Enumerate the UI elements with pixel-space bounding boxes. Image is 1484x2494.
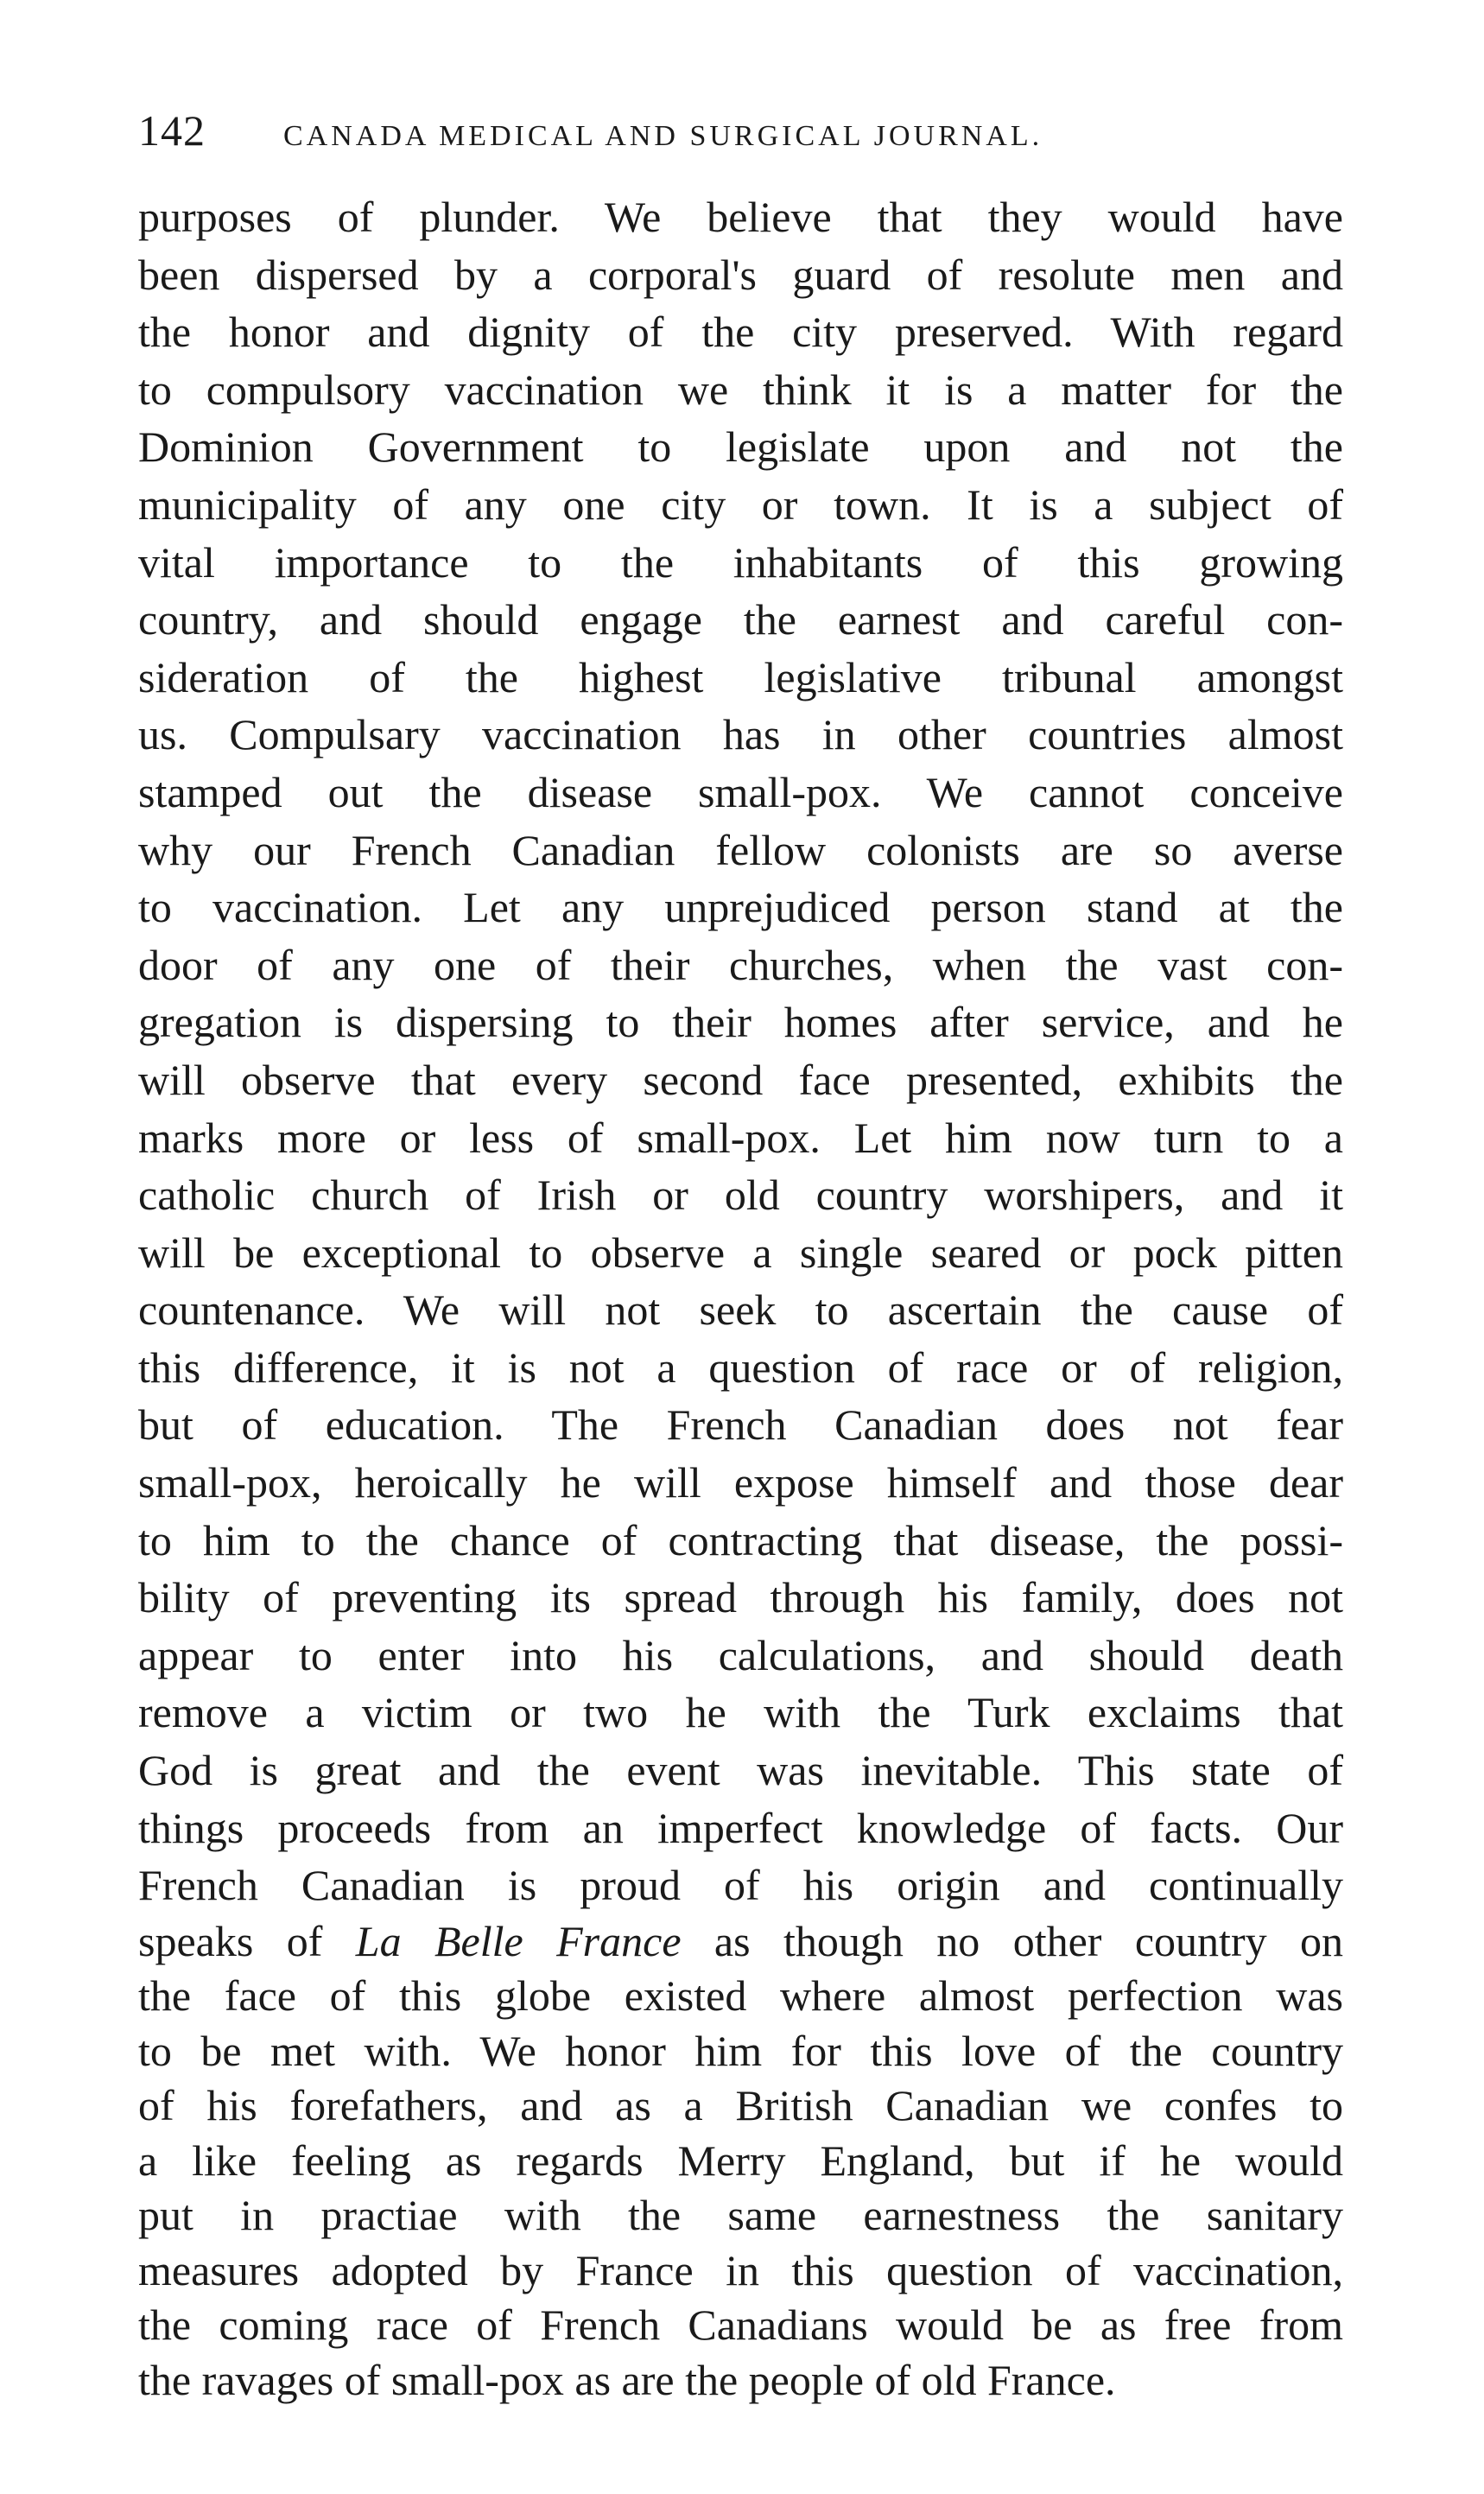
text-line: country, and should engage the earnest and careful con-	[138, 595, 1343, 644]
text-line: the coming race of French Canadians would be as free from	[138, 2300, 1343, 2350]
text-line: French Canadian is proud of his origin and continually	[138, 1861, 1343, 1910]
text-line: to compulsory vaccination we think it is a matter for the	[138, 365, 1343, 414]
page-number: 142	[138, 106, 206, 155]
text-line: municipality of any one city or town. It is a subject of	[138, 479, 1343, 529]
text-line: this difference, it is not a question of race or of religion,	[138, 1342, 1343, 1392]
text-line: God is great and the event was inevitable. This state of	[138, 1746, 1343, 1795]
text-line: us. Compulsary vaccination has in other countries almost	[138, 710, 1343, 759]
text-line: Dominion Government to legislate upon and not the	[138, 422, 1343, 472]
text-line: will be exceptional to observe a single seared or pock pitten	[138, 1228, 1343, 1277]
text-line: remove a victim or two he with the Turk exclaims that	[138, 1688, 1343, 1737]
italic-title-la-belle-france: La Belle France	[355, 1916, 682, 1965]
text-line: why our French Canadian fellow colonists are so averse	[138, 825, 1343, 874]
text-line: appear to enter into his calculations, and should death	[138, 1630, 1343, 1679]
text-line: gregation is dispersing to their homes after service, and he	[138, 998, 1343, 1047]
text-line: will observe that every second face presented, exhibits the	[138, 1055, 1343, 1104]
text-line: a like feeling as regards Merry England, but if he would	[138, 2135, 1343, 2185]
text-line: sideration of the highest legislative tribunal amongst	[138, 652, 1343, 701]
text-line: to be met with. We honor him for this love of the country	[138, 2026, 1343, 2075]
text-line: been dispersed by a corporal's guard of resolute men and	[138, 250, 1343, 299]
text-line-final: the ravages of small-pox as are the people of old France.	[138, 2355, 1116, 2404]
text-line: catholic church of Irish or old country worshipers, and it	[138, 1171, 1343, 1220]
text-line: door of any one of their churches, when the vast con-	[138, 940, 1343, 989]
text-line: of his forefathers, and as a British Canadian we confes to	[138, 2081, 1343, 2130]
text-line: things proceeds from an imperfect knowledge of facts. Our	[138, 1803, 1343, 1852]
text-line: measures adopted by France in this question of vaccination,	[138, 2245, 1343, 2294]
text-line: purposes of plunder. We believe that they would have	[138, 193, 1343, 241]
text-segment: speaks of	[138, 1916, 356, 1965]
text-line: stamped out the disease small-pox. We cannot conceive	[138, 767, 1343, 816]
page-header	[138, 105, 1348, 157]
text-line: the face of this globe existed where almost perfection was	[138, 1971, 1343, 2021]
text-line: but of education. The French Canadian does not fear	[138, 1400, 1343, 1450]
text-line-with-italic	[138, 1914, 1343, 1970]
body-text	[138, 188, 1343, 2408]
running-head: CANADA MEDICAL AND SURGICAL JOURNAL.	[283, 120, 1043, 152]
text-line: bility of preventing its spread through his family, does not	[138, 1573, 1343, 1622]
text-line: small-pox, heroically he will expose himself and those dear	[138, 1458, 1343, 1507]
text-segment: as though no other country on	[681, 1916, 1344, 1965]
text-line: the honor and dignity of the city preserved. With regard	[138, 308, 1343, 357]
text-line: to him to the chance of contracting that disease, the possi-	[138, 1515, 1343, 1564]
text-line: marks more or less of small-pox. Let him now turn to a	[138, 1113, 1343, 1162]
text-line: to vaccination. Let any unprejudiced person stand at the	[138, 883, 1343, 932]
text-line: countenance. We will not seek to ascertain the cause of	[138, 1285, 1343, 1335]
text-line: vital importance to the inhabitants of this growing	[138, 537, 1343, 587]
text-line: put in practiae with the same earnestness the sanitary	[138, 2191, 1343, 2240]
